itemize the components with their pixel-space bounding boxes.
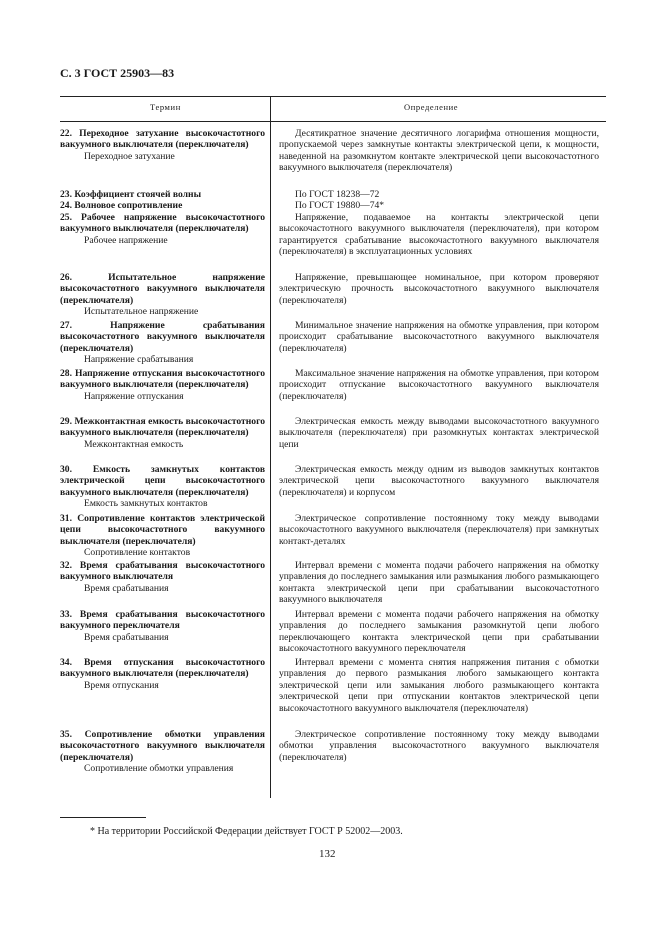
table-header-rule: [60, 121, 606, 122]
term-text: 32. Время срабатывания высокочастотного вакуумного выключателя: [60, 560, 265, 583]
column-header-definition: Определение: [404, 102, 459, 112]
term-text: 35. Сопротивление обмотки управления высокочастотного вакуумного выключателя (переключателя): [60, 729, 265, 763]
term-cell: [60, 128, 265, 162]
term-short-name: Испытательное напряжение: [84, 306, 199, 318]
term-cell: [60, 212, 265, 246]
definition-text: Электрическое сопротивление постоянному току между выводами обмотки управления высокочастотного вакуумного выключателя (переключателя): [279, 729, 599, 763]
term-cell: [60, 657, 265, 691]
term-short-name: Время срабатывания: [84, 582, 169, 594]
term-cell: [60, 729, 265, 775]
column-header-term: Термин: [150, 102, 181, 112]
definition-text: Электрическое сопротивление постоянному току между выводами высокочастотного вакуумного выключателя (переключателя) при замкнутых контакт-деталях: [279, 513, 599, 547]
term-cell: [60, 560, 265, 594]
term-text: 28. Напряжение отпускания высокочастотного вакуумного выключателя (переключателя): [60, 368, 265, 391]
term-text: 27. Напряжение срабатывания высокочастотного вакуумного выключателя (переключателя): [60, 320, 265, 354]
term-cell: [60, 513, 265, 559]
term-text: 22. Переходное затухание высокочастотного вакуумного выключателя (переключателя): [60, 128, 265, 151]
term-text: 23. Коэффициент стоячей волны: [60, 189, 202, 200]
term-short-name: Напряжение отпускания: [84, 390, 184, 402]
term-text: 33. Время срабатывания высокочастотного вакуумного переключателя: [60, 609, 265, 632]
term-cell: [60, 272, 265, 318]
definition-text: По ГОСТ 18238—72: [295, 189, 380, 200]
term-short-name: Переходное затухание: [84, 150, 175, 162]
page-number: 132: [319, 848, 336, 860]
term-cell: [60, 189, 265, 200]
table-top-rule: [60, 96, 606, 97]
term-text: 31. Сопротивление контактов электрической цепи высокочастотного вакуумного выключателя (переключателя): [60, 513, 265, 547]
definition-text: Электрическая емкость между одним из выводов замкнутых контактов электрической цепи высокочастотного вакуумного выключателя (переключателя) и корпусом: [279, 464, 599, 498]
term-text: 30. Емкость замкнутых контактов электрической цепи высокочастотного вакуумного выключателя (переключателя): [60, 464, 265, 498]
term-short-name: Время отпускания: [84, 679, 159, 691]
document-header: С. 3 ГОСТ 25903—83: [60, 66, 175, 80]
definition-text: Напряжение, превышающее номинальное, при котором проверяют электрическую прочность высокочастотного вакуумного выключателя (переключателя): [279, 272, 599, 306]
definition-text: Максимальное значение напряжения на обмотке управления, при котором происходит отпускание высокочастотного вакуумного выключателя (переключателя): [279, 368, 599, 402]
definition-text: Электрическая емкость между выводами высокочастотного вакуумного выключателя (переключателя) при разомкнутых контактах электрической цепи: [279, 416, 599, 450]
term-cell: [60, 200, 265, 211]
term-text: 34. Время отпускания высокочастотного вакуумного выключателя (переключателя): [60, 657, 265, 680]
footnote-rule: [60, 817, 146, 818]
term-short-name: Рабочее напряжение: [84, 234, 168, 246]
definition-text: Интервал времени с момента снятия напряжения питания с обмотки управления до первого размыкания любого замыкающего контакта электрической цепи или замыкания любого размыкающего контакта электрической цепи при отпускании контактов электрической цепи высокочастотного вакуумного выключателя (переключателя): [279, 657, 599, 714]
term-cell: [60, 464, 265, 510]
term-short-name: Сопротивление обмотки управления: [84, 763, 234, 775]
definition-text: По ГОСТ 19880—74*: [295, 200, 385, 211]
column-divider: [270, 96, 271, 798]
term-text: 24. Волновое сопротивление: [60, 200, 183, 211]
term-cell: [60, 609, 265, 643]
term-short-name: Время срабатывания: [84, 631, 169, 643]
term-cell: [60, 320, 265, 366]
term-text: 26. Испытательное напряжение высокочастотного вакуумного выключателя (переключателя): [60, 272, 265, 306]
definition-text: Напряжение, подаваемое на контакты электрической цепи высокочастотного вакуумного выключателя (переключателя), при котором гарантируется срабатывание высокочастотного вакуумного выключателя (переключателя) в эксплуатационных условиях: [279, 212, 599, 258]
term-short-name: Сопротивление контактов: [84, 547, 191, 559]
definition-text: Десятикратное значение десятичного логарифма отношения мощности, пропускаемой через замкнутые контакты электрической цепи, к мощности, наведенной на разомкнутом контакте электрической цепи высокочастотного вакуумного выключателя (переключателя): [279, 128, 599, 174]
term-text: 25. Рабочее напряжение высокочастотного вакуумного выключателя (переключателя): [60, 212, 265, 235]
footnote: * На территории Российской Федерации действует ГОСТ Р 52002—2003.: [90, 826, 403, 837]
term-short-name: Межконтактная емкость: [84, 438, 184, 450]
term-short-name: Емкость замкнутых контактов: [84, 498, 208, 510]
term-short-name: Напряжение срабатывания: [84, 354, 194, 366]
definition-text: Минимальное значение напряжения на обмотке управления, при котором происходит срабатывание высокочастотного вакуумного выключателя (переключателя): [279, 320, 599, 354]
term-cell: [60, 416, 265, 450]
term-text: 29. Межконтактная емкость высокочастотного вакуумного выключателя (переключателя): [60, 416, 265, 439]
definition-text: Интервал времени с момента подачи рабочего напряжения на обмотку управления до последнего замыкания или размыкания любого размыкающего контакта электрической цепи при срабатывании высокочастотного вакуумного выключателя: [279, 560, 599, 606]
term-cell: [60, 368, 265, 402]
definition-text: Интервал времени с момента подачи рабочего напряжения на обмотку управления до последнего замыкания разомкнутой цепи любого переключающего контакта электрической цепи при срабатывании высокочастотного вакуумного переключателя: [279, 609, 599, 655]
